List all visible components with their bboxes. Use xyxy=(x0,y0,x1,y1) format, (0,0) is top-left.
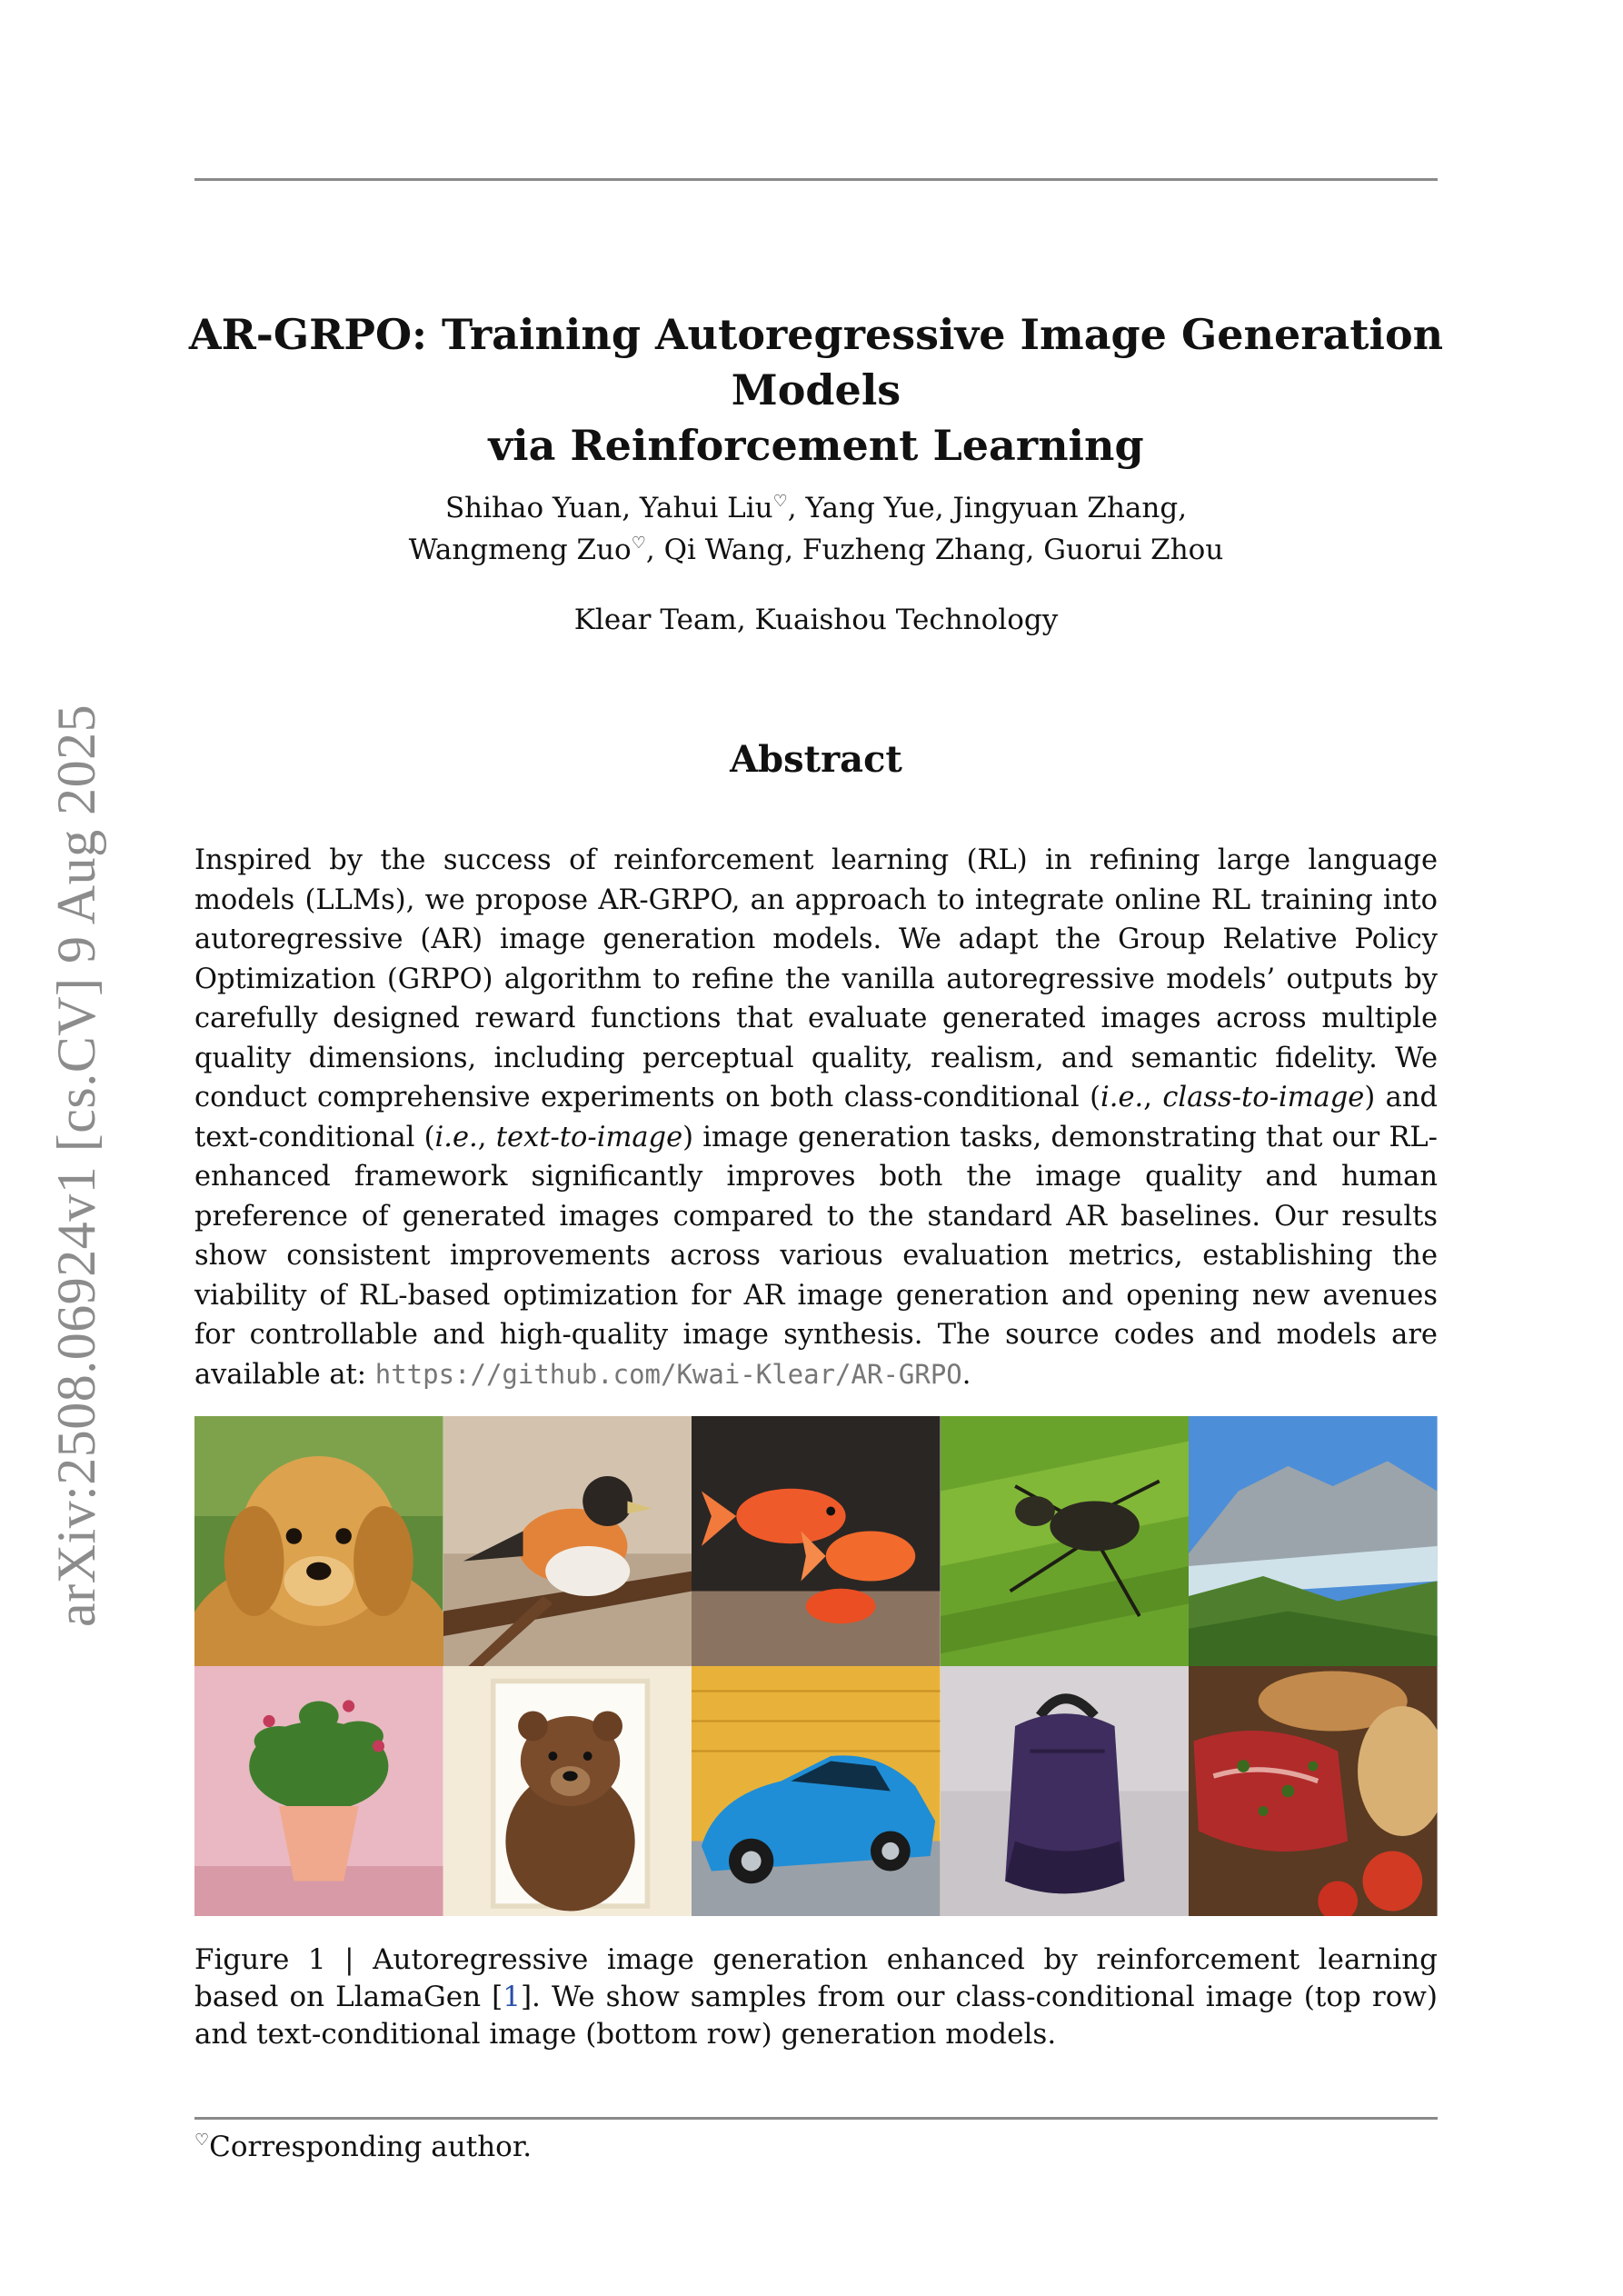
abstract-text: ) image generation tasks, demonstrating that our RL-enhanced framework significantly improves both the image quality and human preference of generated images compared to the standard AR baselines. Our results show consistent improvements across various evaluation metrics, establishing the viability of RL-based optimization for AR image generation and opening new avenues for controllable and high-quality image synthesis. The source codes and models are available at: xyxy=(194,1121,1438,1391)
footnote xyxy=(194,2131,532,2163)
mountain-lake-image xyxy=(1189,1416,1438,1666)
task-name: class-to-image xyxy=(1162,1082,1365,1113)
top-rule xyxy=(194,178,1438,181)
abstract-text: , xyxy=(477,1121,496,1153)
figure-caption xyxy=(194,1942,1438,2053)
code-url-link[interactable]: https://github.com/Kwai-Klear/AR-GRPO xyxy=(374,1358,962,1390)
authors-text: , Qi Wang, Fuzheng Zhang, Guorui Zhou xyxy=(645,534,1224,566)
puppy-image xyxy=(194,1416,443,1666)
title-line-2: via Reinforcement Learning xyxy=(488,421,1144,470)
footnote-rule xyxy=(194,2117,1438,2120)
abstract-text: Inspired by the success of reinforcement learning (RL) in refining large language models (LLMs), we propose AR-GRPO, an approach to integrate online RL training into autoregressive (AR) image generation models. We adapt the Group Relative Policy Optimization (GRPO) algorithm to refine the vanilla autoregressive models’ outputs by carefully designed reward functions that evaluate generated images across multiple quality dimensions, including perceptual quality, realism, and semantic fidelity. We conduct comprehensive experiments on both class-conditional ( xyxy=(194,844,1438,1113)
citation-link[interactable]: 1 xyxy=(503,1981,521,2013)
purple-backpack-image xyxy=(941,1666,1190,1916)
authors-text: Wangmeng Zuo xyxy=(408,534,632,566)
ie-abbrev: i.e. xyxy=(434,1121,478,1153)
author-line-1 xyxy=(194,492,1438,524)
authors-text: Shihao Yuan, Yahui Liu xyxy=(444,492,773,524)
title-line-1: AR-GRPO: Training Autoregressive Image Generation Models xyxy=(188,310,1444,414)
caption-text: Figure 1 | Autoregressive image generation enhanced by reinforcement learning based on LlamaGen [ xyxy=(194,1943,1438,2013)
arxiv-identifier: arXiv:2508.06924v1 [cs.CV] 9 Aug 2025 xyxy=(46,704,106,1627)
blue-sports-car-image xyxy=(692,1666,941,1916)
corresponding-mark: ♡ xyxy=(631,534,646,553)
abstract-text: ) and text-conditional ( xyxy=(194,1082,1439,1153)
author-line-2 xyxy=(194,534,1438,566)
abstract-heading: Abstract xyxy=(730,738,902,781)
goldfish-image xyxy=(692,1416,941,1666)
task-name: text-to-image xyxy=(495,1121,683,1153)
paper-title xyxy=(164,307,1469,474)
affiliation: Klear Team, Kuaishou Technology xyxy=(573,604,1059,636)
footnote-mark: ♡ xyxy=(194,2131,210,2150)
potted-plant-image xyxy=(194,1666,443,1916)
figure-1-image-grid xyxy=(194,1416,1438,1916)
corresponding-mark: ♡ xyxy=(772,492,788,511)
bear-portrait-image xyxy=(443,1666,692,1916)
bird-image xyxy=(443,1416,692,1666)
beetle-image xyxy=(941,1416,1190,1666)
footnote-text: Corresponding author. xyxy=(209,2131,533,2163)
meat-bread-image xyxy=(1189,1666,1438,1916)
abstract-text: , xyxy=(1143,1082,1163,1113)
caption-text: ]. We show samples from our class-conditional image (top row) and text-conditional image (bottom row) generation models. xyxy=(194,1981,1438,2051)
authors-text: , Yang Yue, Jingyuan Zhang, xyxy=(787,492,1188,524)
abstract-body xyxy=(194,841,1438,1394)
abstract-text: . xyxy=(961,1358,971,1391)
ie-abbrev: i.e. xyxy=(1100,1082,1144,1113)
